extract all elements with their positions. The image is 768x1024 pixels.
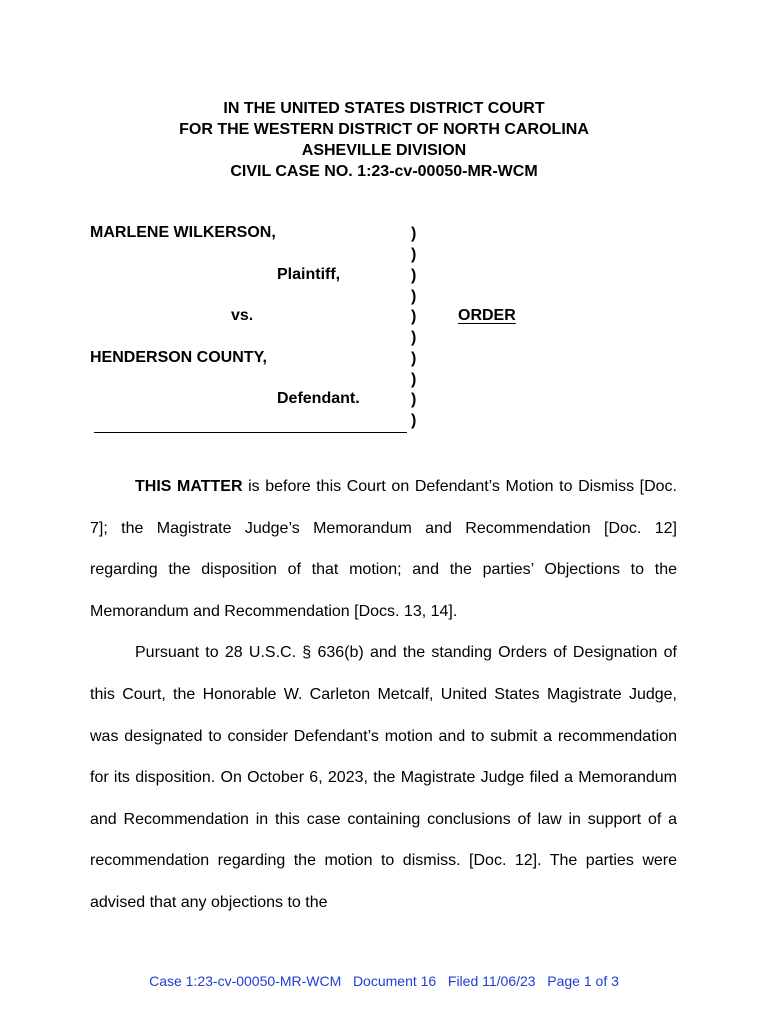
caption-paren: ) bbox=[411, 225, 417, 242]
order-title: ORDER bbox=[458, 307, 516, 324]
caption-paren: ) bbox=[411, 267, 417, 284]
caption-paren: ) bbox=[411, 308, 417, 325]
caption-paren: ) bbox=[411, 412, 417, 429]
defendant-name: HENDERSON COUNTY, bbox=[90, 349, 267, 366]
filing-footer bbox=[0, 973, 768, 989]
caption-paren: ) bbox=[411, 391, 417, 408]
caption-paren: ) bbox=[411, 329, 417, 346]
paragraph: Pursuant to 28 U.S.C. § 636(b) and the standing Orders of Designation of this Court, the Honorable W. Carleton Metcalf, United States Magistrate Judge, was designated to consider Defendant’s motion and to submit a recommendation for its disposition. On October 6, 2023, the Magistrate Judge filed a Memorandum and Recommendation in this case containing conclusions of law in support of a recommendation regarding the motion to dismiss. [Doc. 12]. The parties were advised that any objections to the bbox=[90, 644, 677, 911]
caption-paren: ) bbox=[411, 371, 417, 388]
paragraph bbox=[90, 466, 677, 632]
caption-paren: ) bbox=[411, 288, 417, 305]
footer-case: Case 1:23-cv-00050-MR-WCM bbox=[149, 973, 342, 989]
footer-page: Page 1 of 3 bbox=[547, 973, 619, 989]
footer-filed: Filed 11/06/23 bbox=[447, 973, 536, 989]
court-name: IN THE UNITED STATES DISTRICT COURT bbox=[223, 100, 545, 117]
division-name: ASHEVILLE DIVISION bbox=[301, 142, 467, 159]
plaintiff-name: MARLENE WILKERSON, bbox=[90, 224, 276, 241]
order-body bbox=[90, 466, 677, 924]
case-number: CIVIL CASE NO. 1:23-cv-00050-MR-WCM bbox=[230, 163, 538, 180]
case-caption bbox=[0, 0, 768, 440]
paragraph-lead: THIS MATTER bbox=[135, 478, 243, 495]
versus-label: vs. bbox=[231, 307, 254, 324]
district-name: FOR THE WESTERN DISTRICT OF NORTH CAROLINA bbox=[179, 121, 589, 138]
caption-paren: ) bbox=[411, 246, 417, 263]
plaintiff-label: Plaintiff, bbox=[277, 266, 341, 283]
paragraph-text: is before this Court on Defendant’s Motion to Dismiss [Doc. 7]; the Magistrate Judge’s Memorandum and Recommendation [Doc. 12] regarding the disposition of that motion; and the parties’ Objections to the Memorandum and Recommendation [Docs. 13, 14]. bbox=[90, 478, 678, 620]
defendant-label: Defendant. bbox=[277, 390, 360, 407]
caption-rule bbox=[94, 432, 407, 433]
footer-document: Document 16 bbox=[352, 973, 437, 989]
caption-paren: ) bbox=[411, 350, 417, 367]
